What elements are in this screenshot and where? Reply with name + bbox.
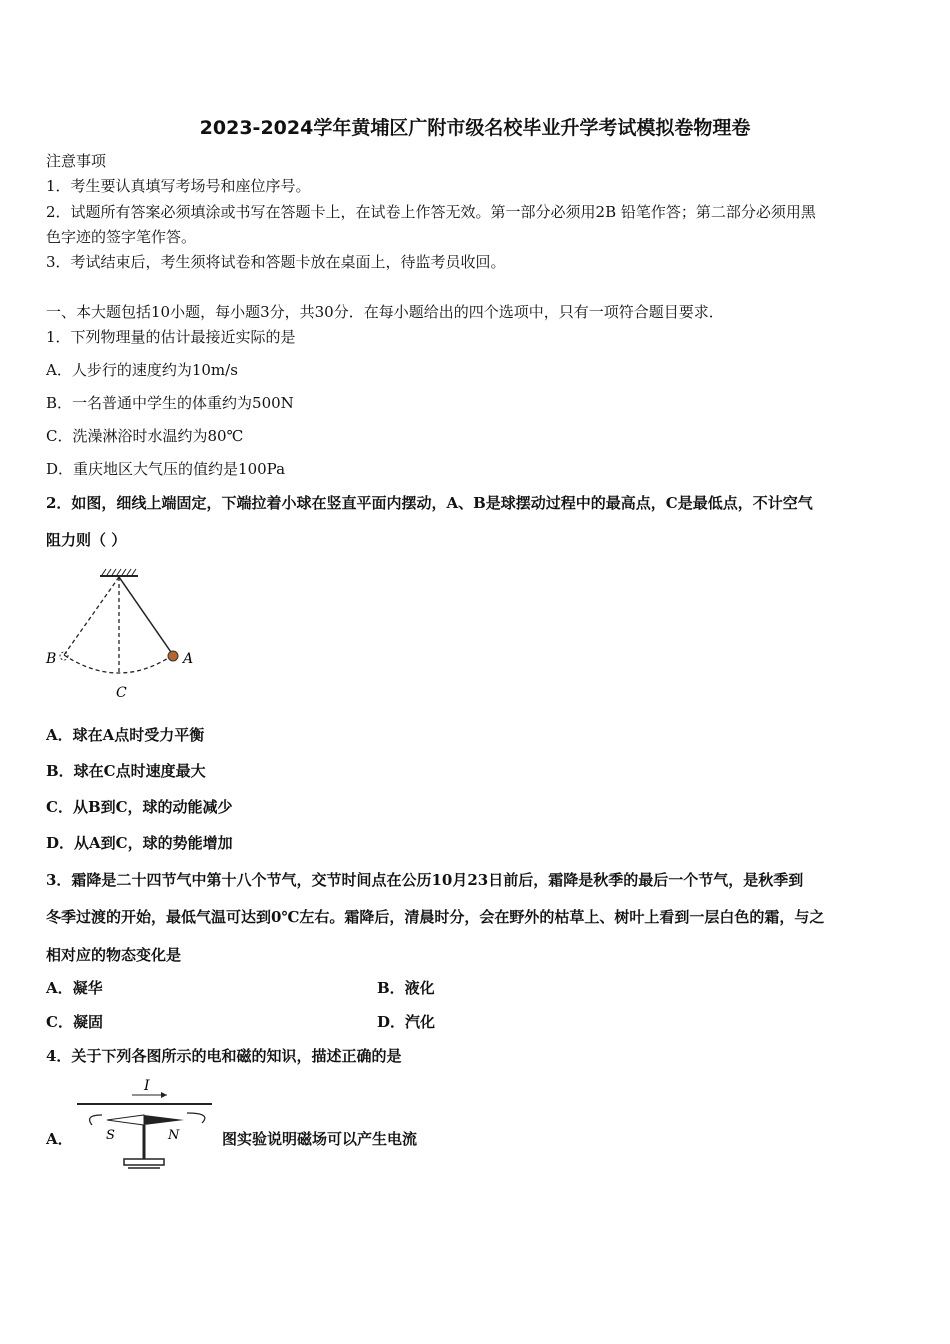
q2-option-d: D．从A到C，球的势能增加 — [46, 834, 233, 852]
ceiling-hatch — [102, 569, 136, 575]
notice-item: 色字迹的签字笔作答。 — [46, 228, 197, 246]
q3-option-b: B．液化 — [377, 979, 435, 997]
q3-option-d: D．汽化 — [377, 1013, 436, 1031]
page-title: 2023-2024学年黄埔区广附市级名校毕业升学考试模拟卷物理卷 — [199, 117, 751, 139]
q3-option-a: A．凝华 — [46, 979, 103, 997]
needle-north — [144, 1115, 184, 1125]
label-b: B — [46, 651, 57, 667]
q3-option-c: C．凝固 — [46, 1013, 103, 1031]
ball-b — [60, 652, 68, 660]
label-n: N — [168, 1128, 180, 1143]
q1-option-d: D．重庆地区大气压的值约是100Pa — [46, 460, 286, 478]
pendulum-figure — [40, 566, 210, 706]
current-arrowhead — [161, 1092, 167, 1098]
q2-option-c: C．从B到C，球的动能减少 — [46, 798, 233, 816]
q4-stem: 4．关于下列各图所示的电和磁的知识，描述正确的是 — [46, 1047, 402, 1065]
q2-option-a: A．球在A点时受力平衡 — [46, 726, 205, 744]
q2-stem-line2: 阻力则（ ） — [46, 531, 127, 549]
q1-option-c: C．洗澡淋浴时水温约为80℃ — [46, 427, 244, 445]
label-c: C — [116, 685, 127, 701]
q3-stem-line2: 冬季过渡的开始，最低气温可达到0℃左右。霜降后，清晨时分，会在野外的枯草上、树叶上看到一层白色的霜，与之 — [46, 908, 825, 926]
q2-stem-line1: 2．如图，细线上端固定，下端拉着小球在竖直平面内摆动，A、B是球摆动过程中的最高点，C是最低点，不计空气 — [46, 494, 813, 512]
q4-option-a-text: 图实验说明磁场可以产生电流 — [222, 1130, 418, 1148]
label-a: A — [183, 651, 194, 667]
q3-stem-line3: 相对应的物态变化是 — [46, 946, 182, 964]
field-arrow-right — [187, 1113, 205, 1123]
notice-heading: 注意事项 — [46, 152, 107, 170]
notice-item: 2．试题所有答案必须填涂或书写在答题卡上，在试卷上作答无效。第一部分必须用2B 铅笔作答；第二部分必须用黑 — [46, 203, 816, 221]
q2-option-b: B．球在C点时速度最大 — [46, 762, 206, 780]
ball-a — [168, 651, 178, 661]
stand-base — [124, 1159, 164, 1165]
label-current: I — [144, 1078, 150, 1094]
q4-option-a-prefix: A． — [46, 1130, 73, 1148]
notice-item: 1．考生要认真填写考场号和座位序号。 — [46, 177, 311, 195]
q1-stem: 1．下列物理量的估计最接近实际的是 — [46, 328, 296, 346]
label-s: S — [106, 1128, 115, 1143]
q1-option-b: B．一名普通中学生的体重约为500N — [46, 394, 294, 412]
notice-item: 3．考试结束后，考生须将试卷和答题卡放在桌面上，待监考员收回。 — [46, 253, 506, 271]
q3-stem-line1: 3．霜降是二十四节气中第十八个节气，交节时间点在公历10月23日前后，霜降是秋季的最后一个节气，是秋季到 — [46, 871, 804, 889]
section-heading: 一、本大题包括10小题，每小题3分，共30分．在每小题给出的四个选项中，只有一项符合题目要求． — [46, 303, 724, 321]
string-to-b — [64, 577, 119, 655]
q1-option-a: A．人步行的速度约为10m/s — [46, 361, 238, 379]
field-arrow-left — [90, 1115, 102, 1125]
oersted-figure — [72, 1075, 222, 1175]
needle-south — [107, 1115, 144, 1125]
string-to-a — [119, 577, 173, 655]
